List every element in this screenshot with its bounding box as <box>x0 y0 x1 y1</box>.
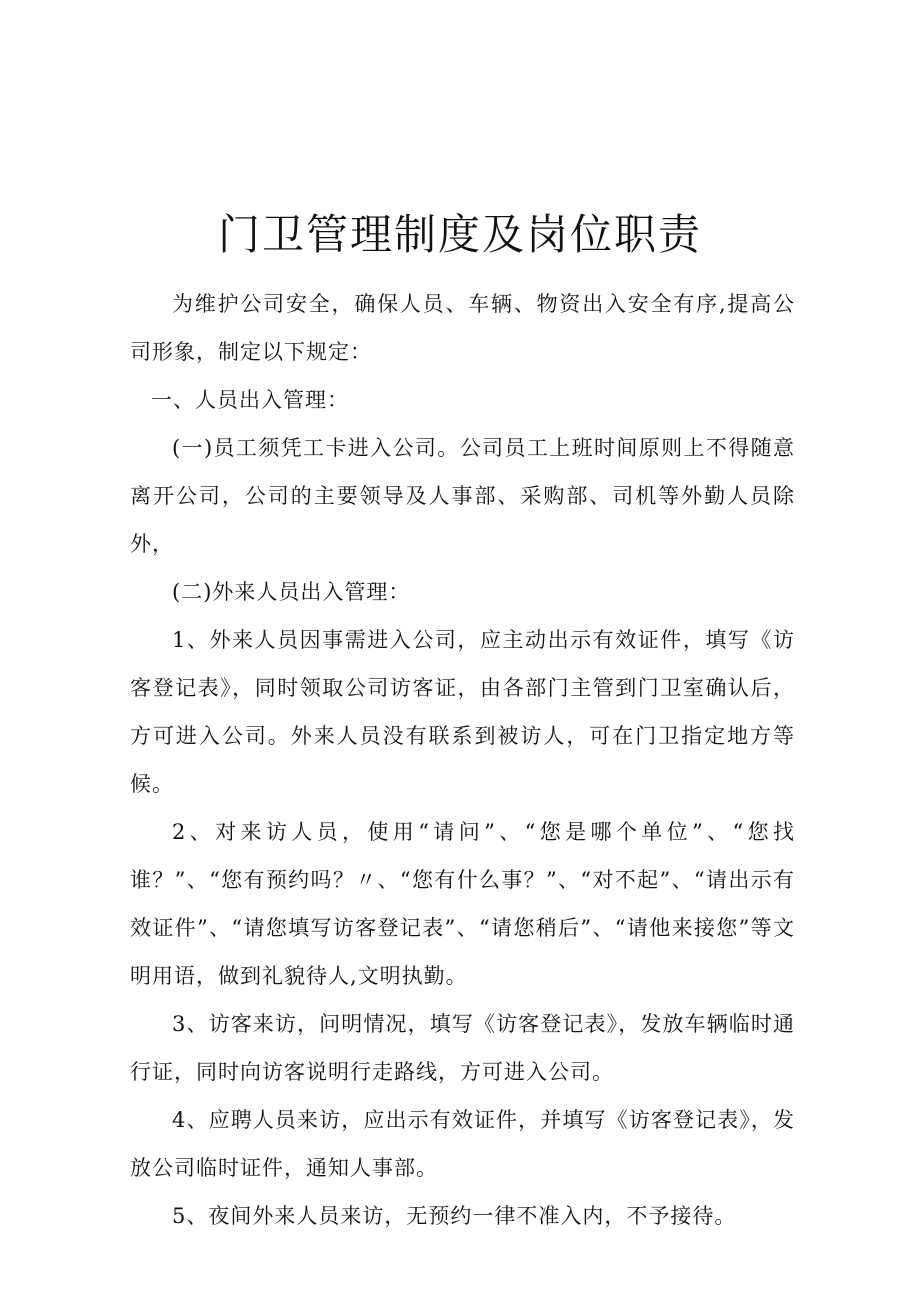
rule-item-5: 5、夜间外来人员来访，无预约一律不准入内，不予接待。 <box>172 1204 737 1228</box>
document-title: 门卫管理制度及岗位职责 <box>217 210 702 259</box>
intro-paragraph: 为维护公司安全，确保人员、车辆、物资出入安全有序,提高公司形象，制定以下规定： <box>130 292 795 364</box>
section-heading-personnel: 一、人员出入管理： <box>151 388 349 412</box>
clause-visitor-heading: (二)外来人员出入管理： <box>172 580 411 604</box>
clause-employee-badge: (一)员工须凭工卡进入公司。公司员工上班时间原则上不得随意离开公司，公司的主要领导及人事部、采购部、司机等外勤人员除外， <box>130 436 795 556</box>
rule-item-2: 2、对来访人员，使用“请问”、“您是哪个单位”、“您找谁？”、“您有预约吗？〃、“您有什么事？”、“对不起”、“请出示有效证件”、“请您填写访客登记表”、“请您稍后”、“请他来接您”等文明用语，做到礼貌待人,文明执勤。 <box>130 820 795 988</box>
rule-item-1: 1、外来人员因事需进入公司，应主动出示有效证件，填写《访客登记表》，同时领取公司访客证，由各部门主管到门卫室确认后，方可进入公司。外来人员没有联系到被访人，可在门卫指定地方等候。 <box>130 628 795 796</box>
document-body <box>130 280 795 1240</box>
rule-item-3: 3、访客来访，问明情况，填写《访客登记表》，发放车辆临时通行证，同时向访客说明行走路线，方可进入公司。 <box>130 1012 795 1084</box>
rule-item-4: 4、应聘人员来访，应出示有效证件，并填写《访客登记表》，发放公司临时证件，通知人事部。 <box>130 1108 795 1180</box>
